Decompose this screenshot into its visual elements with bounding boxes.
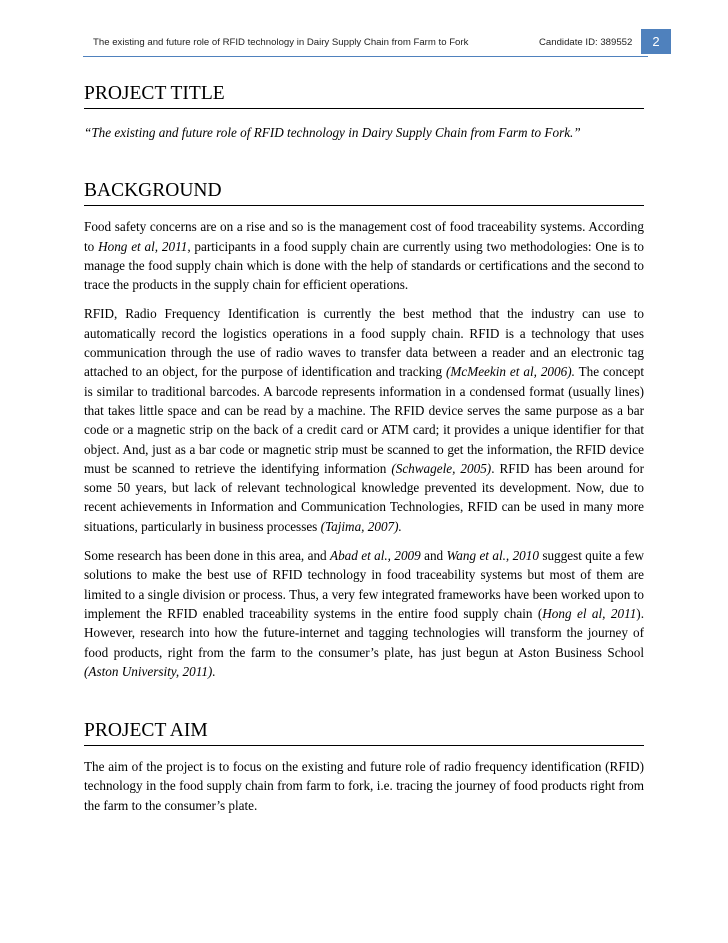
project-title-text: “The existing and future role of RFID technology in Dairy Supply Chain from Farm to Fork.” bbox=[84, 125, 581, 140]
header-candidate-id: Candidate ID: 389552 bbox=[539, 37, 633, 48]
text-run: . RFID has been around for some 50 years, but lack of relevant technological knowledge prevented its development. Now, due to recent achievements in Information and Communication Technologies, RFID can be used in many more situations, particularly in business processes bbox=[84, 460, 644, 534]
text-run: , participants in a food supply chain are currently using two methodologies: One is to manage the food supply chain which is done with the help of standards or certifications and the second to trace the products in the supply chain for efficient operations. bbox=[84, 238, 644, 293]
citation: Abad et al., 2009 bbox=[330, 548, 421, 564]
text-run: and bbox=[420, 548, 447, 564]
text-run: suggest quite a few solutions to make the best use of RFID technology in food traceability systems but most of them are limited to a single division or process. Thus, a very few integrated frameworks have been worked upon to implement the RFID enabled traceability systems in the entire food supply chain ( bbox=[84, 548, 644, 621]
citation: Hong et al, 2011 bbox=[98, 238, 188, 254]
text-run: RFID, Radio Frequency Identification is currently the best method that the industry can use to automatically record the logistics operations in a food supply chain. RFID is a technology that uses communication through the use of radio waves to transfer data between a reader and an electronic tag attached to an object, for the purpose of identification and tracking bbox=[84, 306, 644, 380]
text-run: Food safety concerns are on a rise and so is the management cost of food traceability systems. According to bbox=[84, 219, 644, 254]
text-run: Some research has been done in this area, and bbox=[84, 548, 331, 564]
background-paragraph-2 bbox=[84, 304, 644, 536]
background-paragraph-1 bbox=[84, 217, 644, 294]
background-heading: BACKGROUND bbox=[84, 179, 644, 206]
citation: (Aston University, 2011). bbox=[84, 663, 216, 679]
running-header bbox=[83, 28, 648, 56]
header-rule bbox=[83, 56, 648, 57]
project-aim-heading: PROJECT AIM bbox=[84, 719, 644, 746]
project-aim-text: The aim of the project is to focus on the existing and future role of radio frequency identification (RFID) technology in the food supply chain from farm to fork, i.e. tracing the journey of food products right from the farm to the consumer’s plate. bbox=[84, 759, 644, 813]
background-paragraph-3 bbox=[84, 546, 644, 681]
header-document-title: The existing and future role of RFID technology in Dairy Supply Chain from Farm to Fork bbox=[93, 37, 469, 48]
page-number-badge: 2 bbox=[641, 29, 671, 54]
text-run: The concept is similar to traditional barcodes. A barcode represents information in a condensed format (usually lines) that takes little space and can be read by a machine. The RFID device serves the same purpose as a bar code or a magnetic strip on the back of a credit card or ATM card; it provides a unique identifier for that object. And, just as a bar code or magnetic strip must be scanned to get the information, the RFID device must be scanned to retrieve the identifying information bbox=[84, 364, 645, 476]
project-title-heading: PROJECT TITLE bbox=[84, 82, 644, 109]
citation: (Schwagele, 2005) bbox=[391, 460, 492, 476]
document-body bbox=[84, 82, 644, 815]
citation: Hong el al, 2011 bbox=[542, 605, 637, 621]
citation: (Tajima, 2007). bbox=[320, 518, 402, 534]
citation: (McMeekin et al, 2006). bbox=[445, 364, 575, 380]
citation: Wang et al., 2010 bbox=[446, 548, 539, 564]
text-run: ). However, research into how the future-internet and tagging technologies will transform the journey of food products, right from the farm to the consumer’s plate, has just begun at Aston Business School bbox=[84, 605, 644, 660]
